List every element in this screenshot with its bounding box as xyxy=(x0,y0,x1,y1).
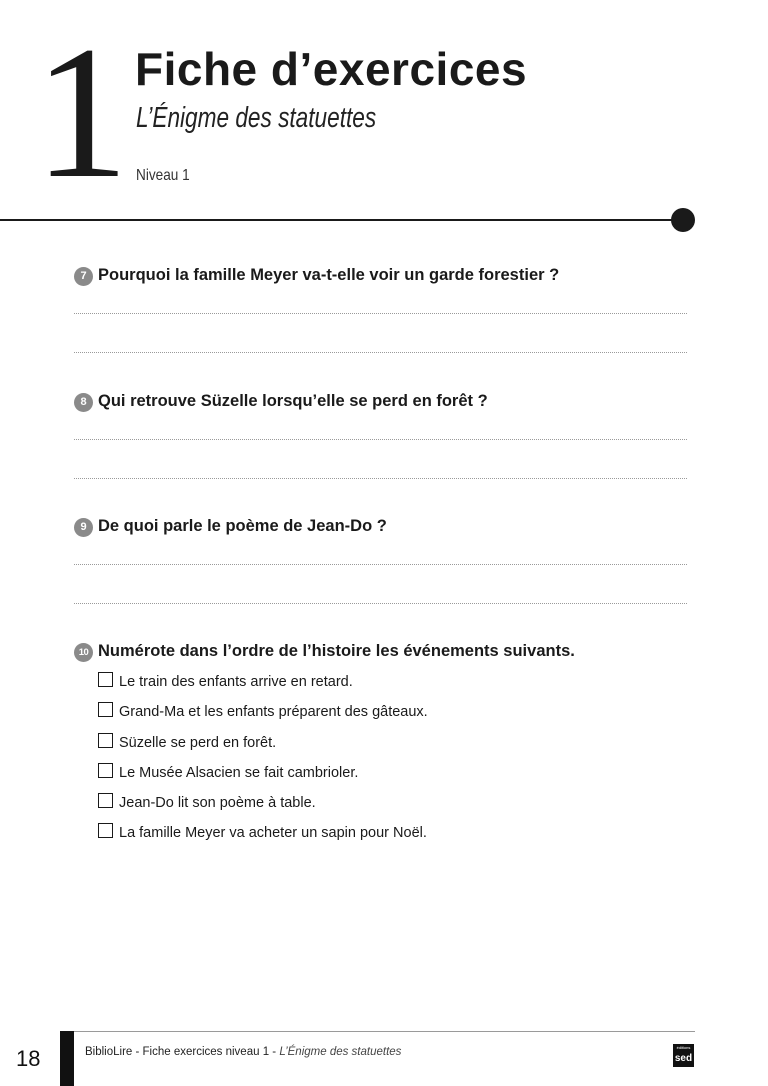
question-text: Pourquoi la famille Meyer va-t-elle voir un garde forestier ? xyxy=(98,266,560,284)
event-checkbox[interactable] xyxy=(98,823,113,838)
event-item xyxy=(98,733,276,753)
footer-divider xyxy=(60,1031,695,1032)
page-subtitle: L’Énigme des statuettes xyxy=(136,102,377,134)
answer-line[interactable] xyxy=(74,352,687,353)
question-10 xyxy=(74,641,575,662)
footer-book-title: L’Énigme des statuettes xyxy=(279,1046,402,1058)
event-checkbox[interactable] xyxy=(98,702,113,717)
question-number-badge: 7 xyxy=(74,267,93,286)
question-7 xyxy=(74,265,559,286)
page-title: Fiche d’exercices xyxy=(135,43,528,95)
event-item xyxy=(98,672,353,692)
question-text: Qui retrouve Süzelle lorsqu’elle se perd en forêt ? xyxy=(98,392,488,410)
event-label: Grand-Ma et les enfants préparent des gâteaux. xyxy=(119,704,428,720)
level-label: Niveau 1 xyxy=(136,167,190,184)
footer-bar xyxy=(60,1031,74,1086)
question-text: Numérote dans l’ordre de l’histoire les événements suivants. xyxy=(98,642,575,660)
page-number: 18 xyxy=(16,1046,41,1071)
question-number-badge: 9 xyxy=(74,518,93,537)
event-checkbox[interactable] xyxy=(98,672,113,687)
event-item xyxy=(98,823,427,843)
question-number-badge: 10 xyxy=(74,643,93,662)
answer-line[interactable] xyxy=(74,603,687,604)
footer-series: BiblioLire - Fiche exercices niveau 1 - xyxy=(85,1046,280,1058)
event-checkbox[interactable] xyxy=(98,793,113,808)
sheet-number: 1 xyxy=(34,8,125,218)
event-item xyxy=(98,763,358,783)
answer-line[interactable] xyxy=(74,439,687,440)
logo-top-text: éditions xyxy=(676,1045,691,1050)
question-9 xyxy=(74,516,387,537)
event-item xyxy=(98,793,316,813)
event-item xyxy=(98,702,428,722)
answer-line[interactable] xyxy=(74,313,687,314)
event-checkbox[interactable] xyxy=(98,733,113,748)
publisher-logo-icon xyxy=(673,1044,694,1067)
answer-line[interactable] xyxy=(74,564,687,565)
question-number-badge: 8 xyxy=(74,393,93,412)
answer-line[interactable] xyxy=(74,478,687,479)
question-8 xyxy=(74,391,488,412)
event-label: La famille Meyer va acheter un sapin pour Noël. xyxy=(119,825,427,841)
event-label: Le Musée Alsacien se fait cambrioler. xyxy=(119,765,359,781)
question-text: De quoi parle le poème de Jean-Do ? xyxy=(98,517,387,535)
event-label: Le train des enfants arrive en retard. xyxy=(119,674,353,690)
footer-text xyxy=(85,1046,401,1058)
event-checkbox[interactable] xyxy=(98,763,113,778)
event-label: Süzelle se perd en forêt. xyxy=(119,735,277,751)
event-label: Jean-Do lit son poème à table. xyxy=(119,795,316,811)
divider-dot-icon xyxy=(671,208,695,232)
header-divider xyxy=(0,219,684,221)
logo-main-text: sed xyxy=(674,1053,693,1064)
